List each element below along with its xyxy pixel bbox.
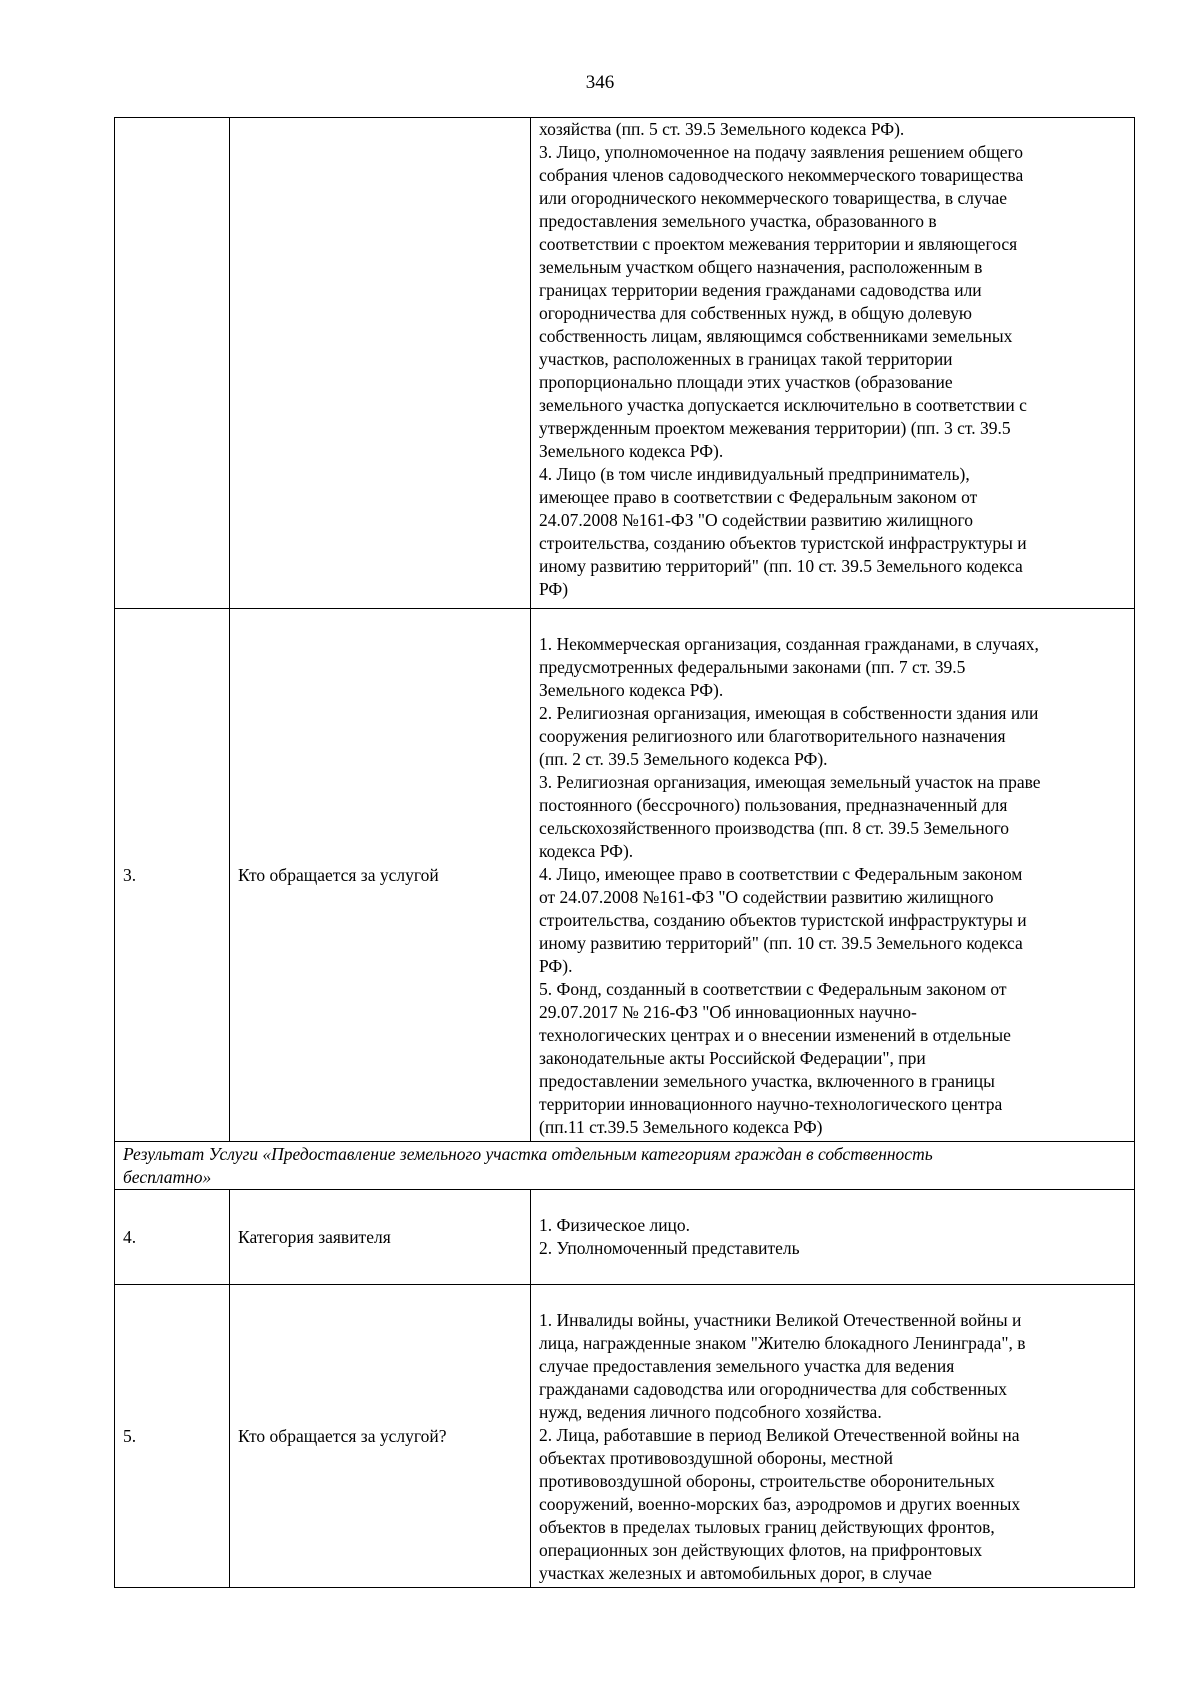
table-row xyxy=(115,1190,1135,1285)
result-heading-text xyxy=(123,1143,1126,1189)
text-line: или огороднического некоммерческого товарищества, в случае xyxy=(539,188,1008,208)
text-line: 2. Уполномоченный представитель xyxy=(539,1238,800,1258)
text-line: операционных зон действующих флотов, на прифронтовых xyxy=(539,1540,983,1560)
text-line: утвержденным проектом межевания территории) (пп. 3 ст. 39.5 xyxy=(539,418,1011,438)
text-line: строительства, созданию объектов туристской инфраструктуры и xyxy=(539,910,1027,930)
services-table xyxy=(114,117,1135,1588)
text-line: кодекса РФ). xyxy=(539,841,634,861)
row-number-cell xyxy=(115,118,230,609)
row-number-cell: 4. xyxy=(115,1190,230,1285)
result-heading xyxy=(115,1142,1135,1190)
text-line: РФ) xyxy=(539,579,569,599)
row-label-cell xyxy=(230,118,531,609)
row-number-cell: 5. xyxy=(115,1285,230,1588)
text-line: границах территории ведения гражданами садоводства или xyxy=(539,280,982,300)
text-line: 2. Религиозная организация, имеющая в собственности здания или xyxy=(539,703,1039,723)
text-line: 1. Инвалиды войны, участники Великой Отечественной войны и xyxy=(539,1310,1022,1330)
page-number: 346 xyxy=(585,72,615,93)
row-content-cell xyxy=(531,1285,1135,1588)
text-line: огородничества для собственных нужд, в общую долевую xyxy=(539,303,972,323)
row-content-cell xyxy=(531,609,1135,1142)
row-label-cell: Категория заявителя xyxy=(230,1190,531,1285)
text-line: собрания членов садоводческого некоммерческого товарищества xyxy=(539,165,1024,185)
text-line: территории инновационного научно-технологического центра xyxy=(539,1094,1003,1114)
text-line: иному развитию территорий" (пп. 10 ст. 39.5 Земельного кодекса xyxy=(539,556,1023,576)
text-line: 1. Физическое лицо. xyxy=(539,1215,691,1235)
text-line: постоянного (бессрочного) пользования, предназначенный для xyxy=(539,795,1008,815)
row-content-cell xyxy=(531,118,1135,609)
text-line: предоставления земельного участка, образованного в xyxy=(539,211,937,231)
text-line: (пп. 2 ст. 39.5 Земельного кодекса РФ). xyxy=(539,749,828,769)
text-line: 29.07.2017 № 216-ФЗ "Об инновационных научно- xyxy=(539,1002,917,1022)
text-line: участках железных и автомобильных дорог, в случае xyxy=(539,1563,932,1583)
row-content xyxy=(539,633,1126,1139)
text-line: 3. Лицо, уполномоченное на подачу заявления решением общего xyxy=(539,142,1024,162)
text-line: земельным участком общего назначения, расположенным в xyxy=(539,257,983,277)
text-line: 4. Лицо (в том числе индивидуальный предприниматель), xyxy=(539,464,970,484)
text-line: сельскохозяйственного производства (пп. 8 ст. 39.5 Земельного xyxy=(539,818,1010,838)
row-content-cell xyxy=(531,1190,1135,1285)
text-line: строительства, созданию объектов туристской инфраструктуры и xyxy=(539,533,1027,553)
text-line: противовоздушной обороны, строительстве оборонительных xyxy=(539,1471,995,1491)
text-line: 2. Лица, работавшие в период Великой Отечественной войны на xyxy=(539,1425,1020,1445)
row-content xyxy=(539,1309,1126,1585)
text-line: соответствии с проектом межевания территории и являющегося xyxy=(539,234,1018,254)
text-line: технологических центрах и о внесении изменений в отдельные xyxy=(539,1025,1011,1045)
text-line: участков, расположенных в границах такой территории xyxy=(539,349,953,369)
text-line: нужд, ведения личного подсобного хозяйства. xyxy=(539,1402,882,1422)
text-line: лица, награжденные знаком "Жителю блокадного Ленинграда", в xyxy=(539,1333,1026,1353)
text-line: предусмотренных федеральными законами (пп. 7 ст. 39.5 xyxy=(539,657,966,677)
text-line: (пп.11 ст.39.5 Земельного кодекса РФ) xyxy=(539,1117,823,1137)
text-line: 5. Фонд, созданный в соответствии с Федеральным законом от xyxy=(539,979,1007,999)
text-line: объектах противовоздушной обороны, местной xyxy=(539,1448,894,1468)
text-line: земельного участка допускается исключительно в соответствии с xyxy=(539,395,1027,415)
text-line: имеющее право в соответствии с Федеральным законом от xyxy=(539,487,978,507)
text-line: 4. Лицо, имеющее право в соответствии с Федеральным законом xyxy=(539,864,1023,884)
text-line: 1. Некоммерческая организация, созданная гражданами, в случаях, xyxy=(539,634,1039,654)
text-line: объектов в пределах тыловых границ действующих фронтов, xyxy=(539,1517,995,1537)
text-line: иному развитию территорий" (пп. 10 ст. 39.5 Земельного кодекса xyxy=(539,933,1023,953)
text-line: 3. Религиозная организация, имеющая земельный участок на праве xyxy=(539,772,1041,792)
text-line: предоставлении земельного участка, включенного в границы xyxy=(539,1071,995,1091)
text-line: собственность лицам, являющимся собственниками земельных xyxy=(539,326,1013,346)
table-row xyxy=(115,118,1135,609)
text-line: Земельного кодекса РФ). xyxy=(539,680,724,700)
row-content xyxy=(539,118,1126,601)
row-label-cell: Кто обращается за услугой xyxy=(230,609,531,1142)
text-line: случае предоставления земельного участка для ведения xyxy=(539,1356,955,1376)
row-number-cell: 3. xyxy=(115,609,230,1142)
text-line: гражданами садоводства или огородничества для собственных xyxy=(539,1379,1008,1399)
table-row xyxy=(115,609,1135,1142)
text-line: сооружения религиозного или благотворительного назначения xyxy=(539,726,1006,746)
row-label-cell: Кто обращается за услугой? xyxy=(230,1285,531,1588)
row-content xyxy=(539,1214,1126,1260)
text-line: законодательные акты Российской Федерации", при xyxy=(539,1048,926,1068)
text-line: РФ). xyxy=(539,956,573,976)
table-row xyxy=(115,1285,1135,1588)
text-line: сооружений, военно-морских баз, аэродромов и других военных xyxy=(539,1494,1021,1514)
text-line: Результат Услуги «Предоставление земельного участка отдельным категориям граждан в собственность xyxy=(123,1143,933,1164)
section-heading-row xyxy=(115,1142,1135,1190)
text-line: от 24.07.2008 №161-ФЗ "О содействии развитию жилищного xyxy=(539,887,994,907)
text-line: пропорционально площади этих участков (образование xyxy=(539,372,953,392)
text-line: бесплатно» xyxy=(123,1166,212,1187)
text-line: хозяйства (пп. 5 ст. 39.5 Земельного кодекса РФ). xyxy=(539,119,905,139)
text-line: 24.07.2008 №161-ФЗ "О содействии развитию жилищного xyxy=(539,510,974,530)
text-line: Земельного кодекса РФ). xyxy=(539,441,724,461)
